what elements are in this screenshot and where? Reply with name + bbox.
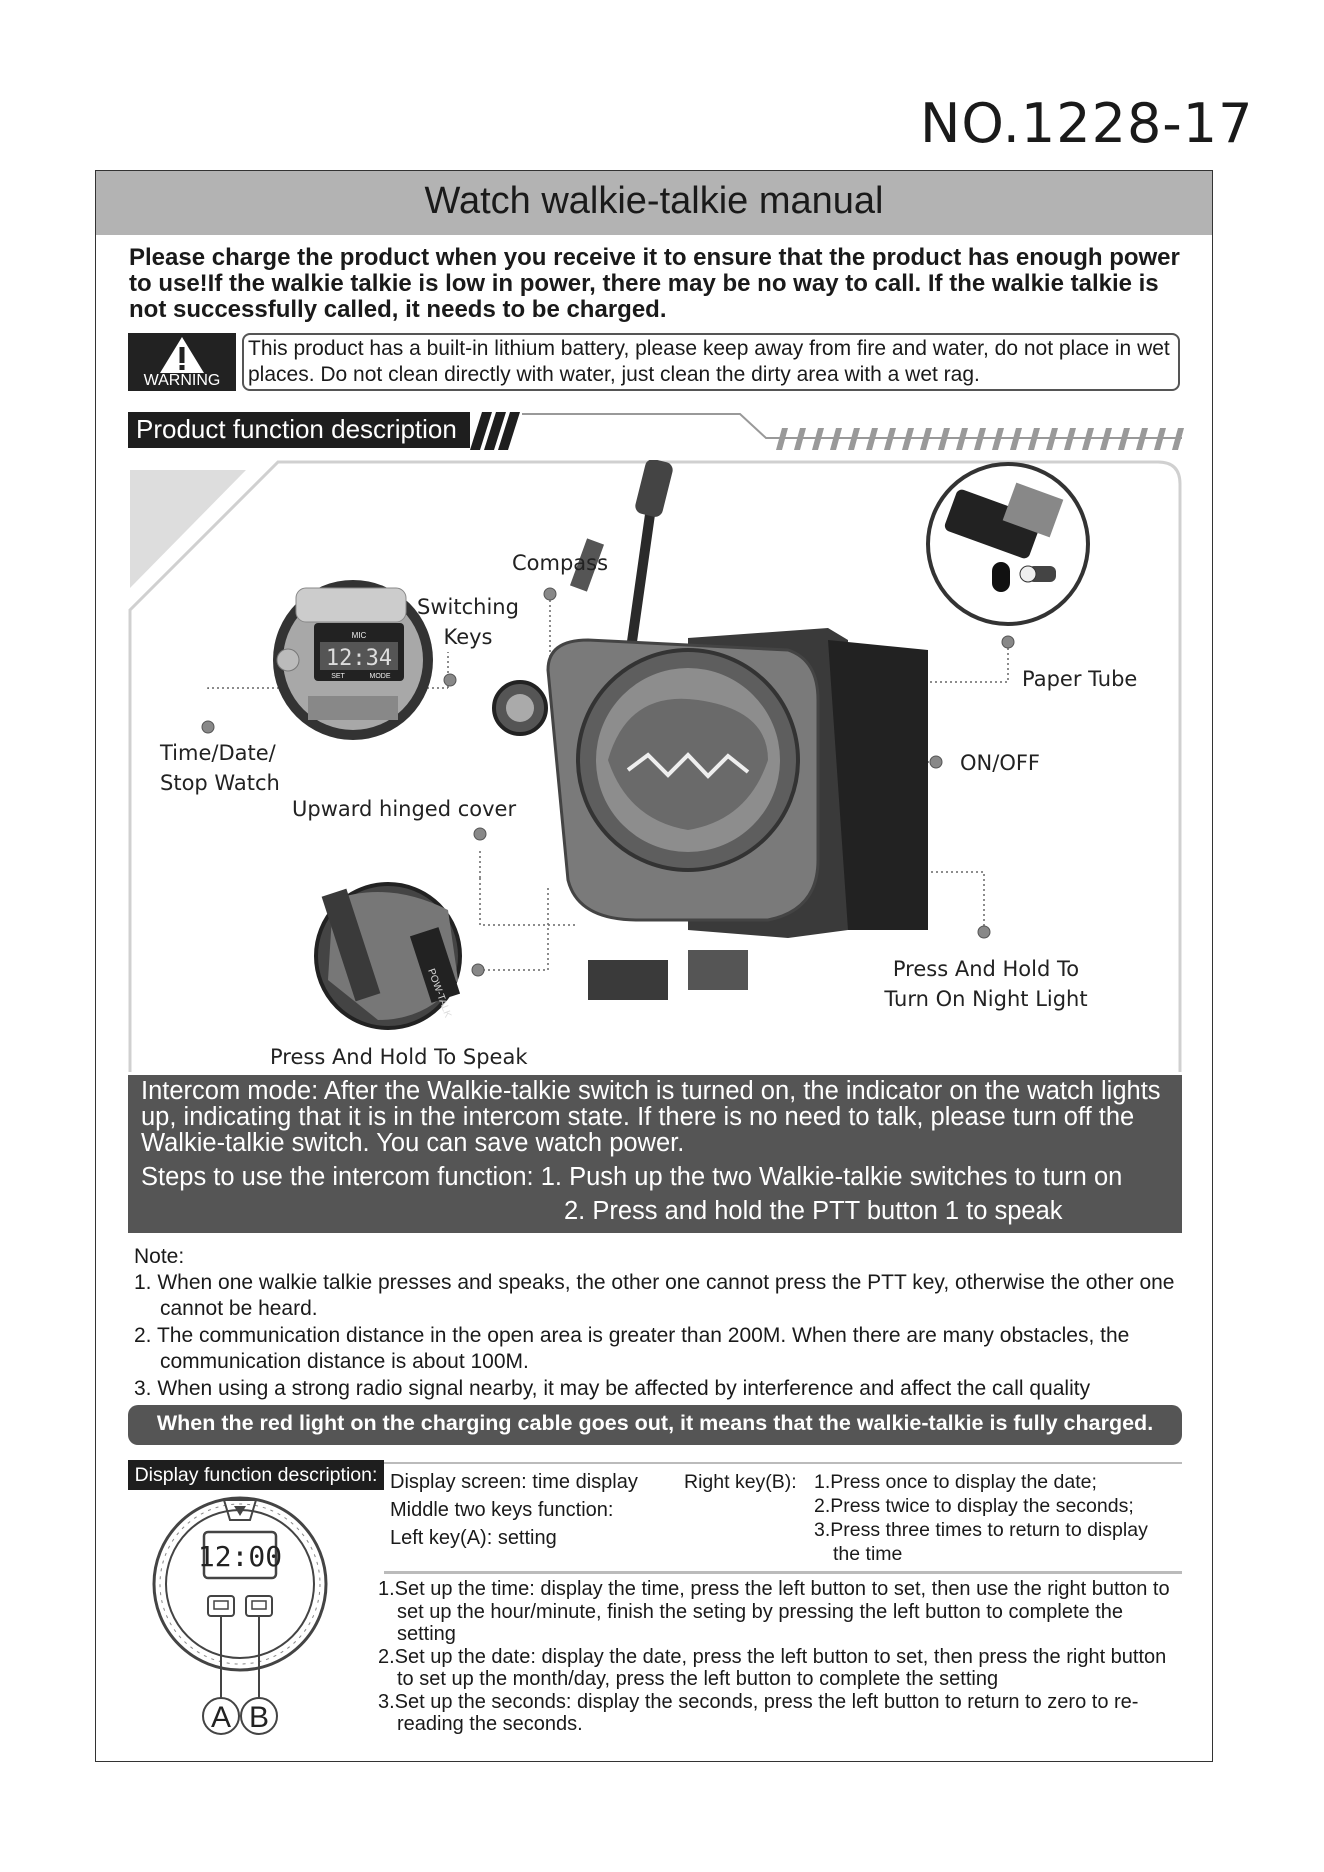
display-watch-diagram bbox=[150, 1492, 330, 1752]
heading-stripe-decoration bbox=[470, 408, 1186, 454]
label-time-line1: Time/Date/ bbox=[160, 741, 276, 765]
key-a-label: A bbox=[210, 1701, 232, 1734]
label-switching-line2: Keys bbox=[443, 625, 493, 649]
right-key-line: the time bbox=[833, 1543, 903, 1565]
right-key-line: 3.Press three times to return to display bbox=[814, 1519, 1148, 1541]
note-item: 1. When one walkie talkie presses and speaks, the other one cannot press the PTT key, otherwise the other one cannot be heard. bbox=[134, 1271, 1175, 1320]
display-divider-bottom bbox=[384, 1571, 1182, 1574]
warning-label: WARNING bbox=[143, 372, 221, 389]
section-heading-product-function: Product function description bbox=[136, 414, 457, 444]
charged-text: When the red light on the charging cable goes out, it means that the walkie-talkie is fully charged. bbox=[156, 1411, 1154, 1435]
notes-heading: Note: bbox=[134, 1245, 185, 1268]
main-watch-image bbox=[128, 460, 928, 1000]
label-night-line1: Press And Hold To bbox=[892, 957, 1080, 981]
note-item: 3. When using a strong radio signal nearby, it may be affected by interference and affect the call quality bbox=[134, 1377, 1091, 1400]
warning-text: This product has a built-in lithium battery, please keep away from fire and water, do not place in wet places. Do not clean directly with water, just clean the dirty area with a wet rag. bbox=[248, 337, 1170, 386]
right-key-line: 1.Press once to display the date; bbox=[814, 1471, 1097, 1493]
label-switching-line1: Switching bbox=[417, 595, 519, 619]
right-key-functions bbox=[684, 1470, 1148, 1566]
ptt-closeup-image bbox=[316, 884, 460, 1028]
display-key-functions bbox=[390, 1468, 638, 1552]
label-compass: Compass bbox=[512, 551, 609, 575]
notes-section bbox=[134, 1244, 1184, 1403]
setup-steps bbox=[378, 1578, 1183, 1736]
section-heading-display-function: Display function description: bbox=[128, 1460, 384, 1490]
label-press-to-speak: Press And Hold To Speak bbox=[270, 1045, 528, 1069]
display-left-line: Left key(A): setting bbox=[390, 1527, 557, 1549]
display-left-line: Display screen: time display bbox=[390, 1471, 638, 1493]
label-paper-tube: Paper Tube bbox=[1022, 667, 1138, 691]
mini-time-text: 12:34 bbox=[325, 646, 393, 671]
charging-intro: Please charge the product when you receive it to ensure that the product has enough power to use!If the walkie talkie is low in power, there may be no way to call. If the walkie talkie is not successfully called, it needs to be charged. bbox=[129, 244, 1180, 323]
product-diagram bbox=[128, 460, 1182, 1072]
manual-title: Watch walkie-talkie manual bbox=[424, 180, 884, 222]
display-watch-time: 12:00 bbox=[197, 1540, 283, 1573]
label-on-off: ON/OFF bbox=[960, 751, 1041, 775]
label-night-line2: Turn On Night Light bbox=[884, 987, 1088, 1011]
mini-mode-text: MODE bbox=[369, 673, 391, 680]
right-key-line: 2.Press twice to display the seconds; bbox=[814, 1495, 1134, 1517]
intercom-mode-text: Intercom mode: After the Walkie-talkie switch is turned on, the indicator on the watch lights up, indicating that it is in the intercom state. If there is no need to talk, please turn off the Walkie-talkie switch. You can save watch power. bbox=[141, 1077, 1161, 1157]
setup-step: 1.Set up the time: display the time, press the left button to set, then use the right button to set up the hour/minute, finish the seting by pressing the left button to complete the setting bbox=[378, 1578, 1170, 1645]
setup-step: 3.Set up the seconds: display the seconds, press the left button to return to zero to re-reading the seconds. bbox=[378, 1690, 1139, 1735]
paper-tube-image bbox=[928, 464, 1088, 624]
label-hinged-cover: Upward hinged cover bbox=[292, 797, 517, 821]
intercom-steps-line2: 2. Press and hold the PTT button 1 to speak bbox=[564, 1197, 1063, 1225]
setup-step: 2.Set up the date: display the date, press the left button to set, then press the right button to set up the month/day, press the left button to complete the setting bbox=[378, 1645, 1167, 1690]
right-key-label: Right key(B): bbox=[684, 1471, 797, 1493]
label-night-light bbox=[876, 954, 1096, 1014]
mini-mic-text: MIC bbox=[351, 631, 367, 640]
key-b-label: B bbox=[248, 1701, 270, 1734]
display-divider-top bbox=[384, 1462, 1182, 1464]
document-number: NO.1228-17 bbox=[920, 92, 1254, 155]
strap-brand-text: POW-TALK bbox=[425, 967, 454, 1020]
mini-set-text: SET bbox=[331, 673, 345, 680]
label-switching-keys bbox=[408, 592, 528, 652]
label-time-line2: Stop Watch bbox=[160, 771, 280, 795]
note-item: 2. The communication distance in the open area is greater than 200M. When there are many obstacles, the communication distance is about 100M. bbox=[134, 1324, 1130, 1373]
display-left-line: Middle two keys function: bbox=[390, 1499, 614, 1521]
intercom-steps-line1: Steps to use the intercom function: 1. Push up the two Walkie-talkie switches to turn on bbox=[141, 1163, 1123, 1191]
label-time-date-stopwatch bbox=[160, 738, 280, 798]
